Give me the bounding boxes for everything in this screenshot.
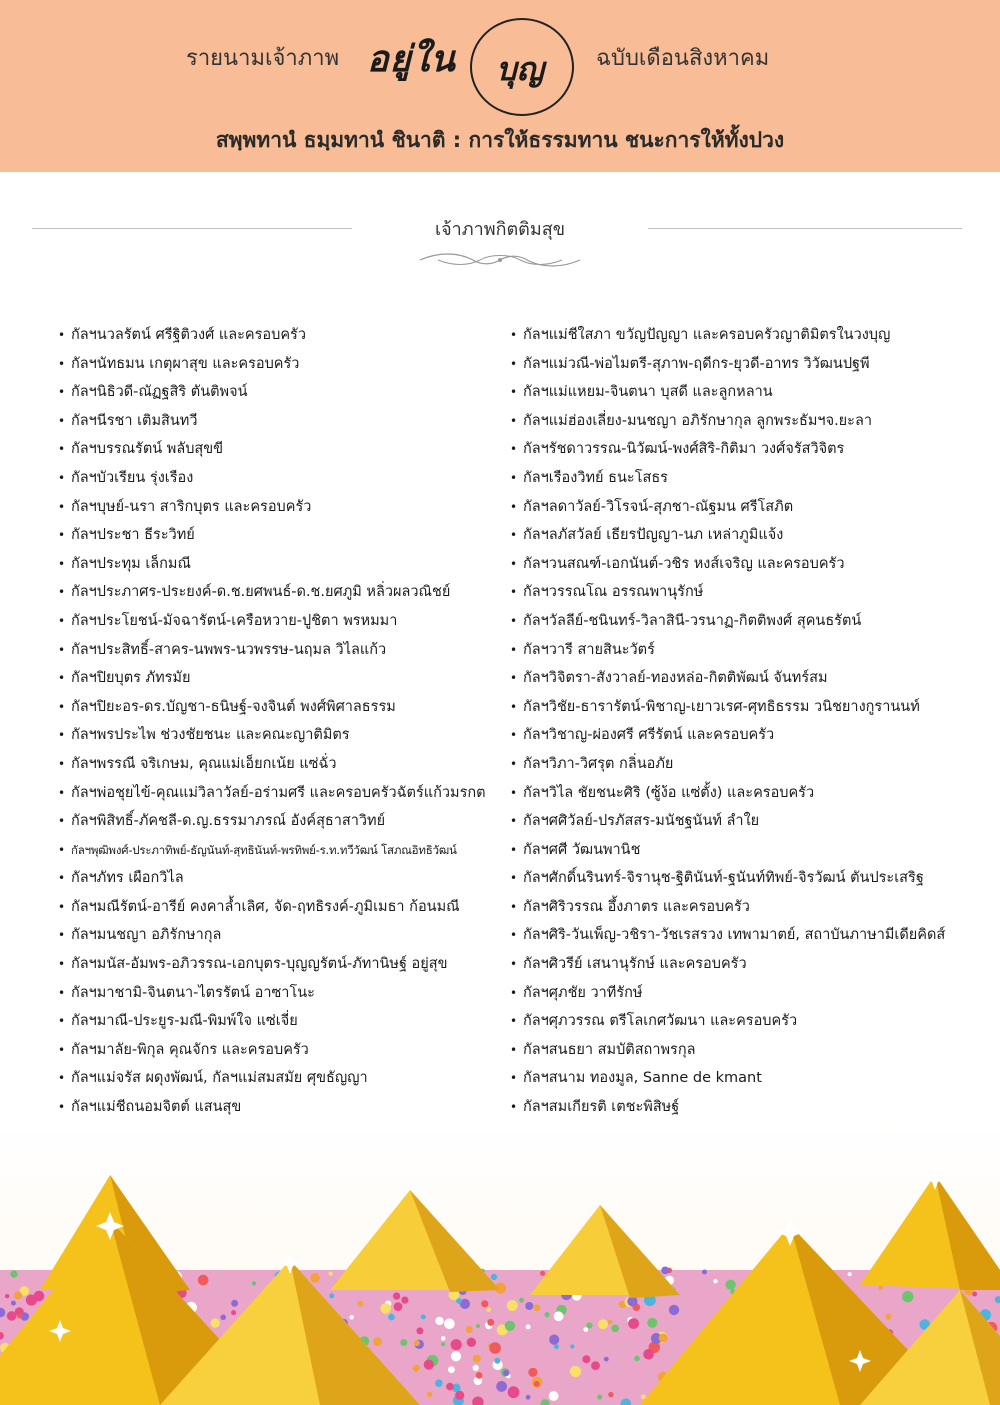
donor-list-item [58,350,506,379]
flower-dot [643,1349,654,1360]
bullet-icon: • [510,756,518,771]
bullet-icon: • [510,1071,518,1086]
flower-dot [554,1344,559,1349]
flower-dot [220,1315,226,1321]
flower-dot [10,1270,17,1277]
flower-dot [487,1319,494,1326]
donor-list-item [58,1064,506,1093]
donor-name: กัลฯศศิวัลย์-ปรภัสสร-มนัชฐนันท์ ลำใย [523,813,760,830]
bullet-icon: • [58,957,66,972]
bullet-icon: • [58,613,66,628]
flower-dot [373,1337,382,1346]
donor-name: กัลฯแม่ชีใสภา ขวัญปัญญา และครอบครัวญาติมิตรในวงบุญ [523,327,891,343]
flower-dot [608,1320,613,1325]
donor-name: กัลฯปิยบุตร ภัทรมัย [71,670,191,687]
donor-list-item [510,721,972,750]
flower-dot [528,1368,537,1377]
flower-dot [481,1300,488,1307]
donor-list-item [510,407,972,436]
donor-list-item [510,578,972,607]
donor-list-item [58,407,506,436]
donor-list-item [58,378,506,407]
flower-dot [455,1391,464,1400]
bullet-icon: • [58,442,66,457]
bullet-icon: • [58,1014,66,1029]
flower-dot [726,1280,736,1290]
bullet-icon: • [510,528,518,543]
flower-dot [400,1339,407,1346]
donor-list-item [510,1007,972,1036]
bullet-icon: • [510,642,518,657]
flower-dot [526,1395,531,1400]
bullet-icon: • [58,1042,66,1057]
donor-list-item [510,1064,972,1093]
donor-name: กัลฯบุษย์-นรา สาริกบุตร และครอบครัว [71,498,312,515]
donor-name: กัลฯมนชญา อภิรักษากุล [71,927,222,944]
donor-list-item [58,321,506,350]
bullet-icon: • [510,1014,518,1029]
donor-list-item [58,1007,506,1036]
flower-dot [394,1302,403,1311]
donor-name: กัลฯประสิทธิ์-สาคร-นพพร-นวพรรษ-นฤมล วิไลแก้ว [71,641,387,658]
donor-list-item [58,979,506,1008]
donor-list-item [510,693,972,722]
donor-name: กัลฯวนสณฑ์-เอกนันต์-วชิร หงส์เจริญ และครอบครัว [523,555,845,572]
donor-name: กัลฯประโยชน์-มัจฉารัตน์-เครือหวาย-ปูชิตา พรหมมา [71,612,398,629]
donor-name: กัลฯปิยะอร-ดร.บัญชา-ธนิษฐ์-จงจินต์ พงศ์พิศาลธรรม [71,698,396,715]
flower-dot [380,1303,391,1314]
bullet-icon: • [58,785,66,800]
bullet-icon: • [510,814,518,829]
donor-list-item [510,864,972,893]
donor-name: กัลฯศักดิ์นรินทร์-จิรานุช-ฐิตินันท์-ฐนันท์ทิพย์-จิรวัฒน์ ตันประเสริฐ [523,870,924,887]
donor-name: กัลฯพ่อชุยไข้-คุณแม่วิลาวัลย์-อร่ามศรี และครอบครัวฉัตร์แก้วมรกต [71,784,486,801]
donor-list-item [58,550,506,579]
flower-dot [554,1311,564,1321]
flower-dot [476,1324,480,1328]
flower-dot [17,1313,22,1318]
flower-dot [448,1366,455,1373]
donor-name: กัลฯสนธยา สมบัติสถาพรกุล [523,1041,696,1058]
donor-list-item [510,836,972,865]
bullet-icon: • [58,899,66,914]
donor-name: กัลฯแม่จรัส ผดุงพัฒน์, กัลฯแม่สมสมัย ศุขธัญญา [71,1070,368,1087]
flower-dot [494,1358,500,1364]
bullet-icon: • [510,985,518,1000]
ornament-flourish [418,250,582,270]
flower-dot [441,1342,445,1346]
donor-list-item [58,521,506,550]
flower-dot [608,1392,613,1397]
donor-list-item [510,979,972,1008]
flower-dot [583,1327,588,1332]
flower-dot [424,1360,434,1370]
donor-name: กัลฯมาชามิ-จินตนา-ไตรรัตน์ อาซาโนะ [71,984,315,1001]
bullet-icon: • [510,1100,518,1115]
bullet-icon: • [58,385,66,400]
flower-dot [416,1327,423,1334]
bullet-icon: • [510,442,518,457]
bullet-icon: • [58,1071,66,1086]
bullet-icon: • [510,556,518,571]
donor-list-item [58,664,506,693]
bullet-icon: • [510,585,518,600]
donor-name: กัลฯประทุม เล็กมณี [71,555,191,572]
flower-dot [486,1307,491,1312]
bullet-icon: • [58,642,66,657]
donor-list-item [510,521,972,550]
bullet-icon: • [510,842,518,857]
flower-dot [435,1379,443,1387]
bullet-icon: • [510,699,518,714]
bullet-icon: • [58,756,66,771]
flower-dot [211,1318,220,1327]
donor-list-item [510,950,972,979]
bullet-icon: • [510,785,518,800]
donor-list-item [58,950,506,979]
donor-list-item [510,464,972,493]
flower-dot [252,1281,256,1285]
bullet-icon: • [510,328,518,342]
logo-text-left: อยู่ใน [367,39,456,80]
donor-list-item [58,607,506,636]
donor-list-item [510,435,972,464]
donor-name: กัลฯศุภชัย วาทีรักษ์ [523,984,643,1001]
bullet-icon: • [510,499,518,514]
flower-dot [634,1356,640,1362]
bullet-icon: • [510,613,518,628]
donor-list-item [510,493,972,522]
flower-dot [549,1335,559,1345]
flower-dot [451,1351,461,1361]
flower-dot [902,1291,913,1302]
bullet-icon: • [510,385,518,400]
donor-name: กัลฯบรรณรัตน์ พลับสุขขี [71,441,224,458]
donor-name: กัลฯแม่ฮ่องเลี่ยง-มนชญา อภิรักษากุล ลูกพระธัมฯจ.ยะลา [523,412,872,429]
flower-dot [414,1340,420,1346]
donor-name: กัลฯวิชาญ-ผ่องศรี ศรีรัตน์ และครอบครัว [523,727,775,744]
flower-dot [570,1366,581,1377]
flower-dot [427,1392,432,1397]
donor-name: กัลฯนิธิวดี-ณัฏฐสิริ ตันติพจน์ [71,384,248,401]
flower-dot [451,1339,462,1350]
donor-name: กัลฯรัชดาวรรณ-นิวัฒน์-พงศ์สิริ-กิติมา วงศ์จรัสวิจิตร [523,441,845,458]
flower-dot [435,1317,443,1325]
flower-dot [491,1274,497,1280]
flower-dot [231,1310,236,1315]
donor-name: กัลฯศิริวรรณ อึ้งภาตร และครอบครัว [523,898,750,915]
flower-dot [14,1292,22,1300]
donor-name: กัลฯพรรณี จริเกษม, คุณแม่เอ็ยกเน้ย แซ่ฉั่ว [71,755,337,772]
donor-list-item [510,1093,972,1122]
flower-dot [446,1383,454,1391]
bullet-icon: • [58,556,66,571]
flower-dot [328,1272,332,1276]
flower-dot [503,1370,509,1376]
donor-name: กัลฯนัทธมน เกตุผาสุข และครอบครัว [71,355,300,372]
bullet-icon: • [58,328,66,342]
flower-dot [611,1325,619,1333]
donor-list-item [58,493,506,522]
bullet-icon: • [510,413,518,428]
donor-name: กัลฯภัทร เผือกวิไล [71,870,184,887]
donor-name: กัลฯนีรชา เติมสินทวี [71,412,198,429]
flower-dot [393,1292,400,1299]
flower-dot [412,1365,419,1372]
donor-name: กัลฯวิจิตรา-สังวาลย์-ทองหล่อ-กิตติพัฒน์ จันทร์สม [523,670,828,687]
donor-name: กัลฯพิสิทธิ์-ภัคชลี-ด.ญ.ธรรมาภรณ์ อังค์สุธาสาวิทย์ [71,813,386,830]
flower-dot [357,1301,363,1307]
flower-dot [421,1314,426,1319]
donor-name: กัลฯศิวรีย์ เสนานุรักษ์ และครอบครัว [523,956,747,973]
flower-dot [641,1394,646,1399]
donor-name: กัลฯแม่ชีถนอมจิตต์ แสนสุข [71,1099,242,1116]
flower-dot [519,1298,524,1303]
pyramid-scene [0,1120,1000,1405]
flower-dot [496,1381,507,1392]
donor-name: กัลฯศุภวรรณ ตรีโลเกศวัฒนา และครอบครัว [523,1013,798,1030]
donor-list-item [510,750,972,779]
flower-dot [489,1342,501,1354]
flower-dot [444,1319,455,1330]
donor-name: กัลฯมนัส-อัมพร-อภิวรรณ-เอกบุตร-บุญญรัตน์-ภัทานิษฐ์ อยู่สุข [71,956,448,973]
flower-dot [669,1305,679,1315]
flower-dot [570,1344,574,1348]
donor-list-item [58,464,506,493]
right-name-list [510,321,972,1122]
donor-name: กัลฯแม่วณี-พ่อไมตรี-สุภาพ-ฤดีกร-ยุวดี-อาทร วิวัฒนปฐพี [523,355,870,372]
bullet-icon: • [58,671,66,686]
donor-list-item [510,921,972,950]
donor-list-item [58,807,506,836]
donor-list-item [510,550,972,579]
bullet-icon: • [510,957,518,972]
flower-dot [604,1357,609,1362]
donor-list-item [510,1036,972,1065]
header-banner [0,0,1000,172]
bullet-icon: • [58,585,66,600]
flower-dot [591,1361,600,1370]
donor-name: กัลฯวิชัย-ธารารัตน์-พิชาญ-เยาวเรศ-ศุทธิธรรม วนิชยางกูรานนท์ [523,698,920,715]
flower-dot [441,1336,446,1341]
flower-dot [310,1273,320,1283]
bullet-icon: • [58,470,66,485]
header-left-text: รายนามเจ้าภาพ [186,46,340,71]
donor-name: กัลฯศศี วัฒนพานิช [523,841,641,858]
flower-dot [508,1386,520,1398]
donor-name: กัลฯมาลัย-พิกุล คุณจักร และครอบครัว [71,1041,309,1058]
flower-dot [549,1391,559,1401]
flower-dot [972,1292,977,1297]
bullet-icon: • [58,814,66,829]
bullet-icon: • [510,356,518,371]
flower-dot [540,1271,545,1276]
donor-name: กัลฯวารี สายสินะวัตร์ [523,641,655,658]
flower-dot [534,1381,540,1387]
bullet-icon: • [58,1100,66,1115]
donor-name: กัลฯลดาวัลย์-วิโรจน์-สุภชา-ณัฐมน ศรีโสภิต [523,498,794,515]
flower-dot [7,1311,17,1321]
donor-list-item [510,893,972,922]
flower-dot [597,1395,602,1400]
flower-dot [11,1301,16,1306]
flower-dot [473,1355,481,1363]
donor-list-item [58,1093,506,1122]
flower-dot [848,1272,852,1276]
donor-list-item [58,636,506,665]
flower-dot [647,1318,657,1328]
flower-dot [702,1270,707,1275]
donor-list-item [58,721,506,750]
donor-name: กัลฯสนาม ทองมูล, Sanne de kmant [523,1070,762,1087]
flower-dot [526,1324,531,1329]
flower-dot [545,1312,550,1317]
donor-list-item [510,636,972,665]
flower-dot [231,1300,238,1307]
header-right-text: ฉบับเดือนสิงหาคม [596,46,770,71]
bullet-icon: • [58,499,66,514]
logo-text-right: บุญ [496,50,544,88]
flower-dot [467,1338,476,1347]
flower-dot [5,1294,9,1298]
flower-dot [659,1333,668,1342]
donor-name: กัลฯเรืองวิทย์ ธนะโสธร [523,469,668,486]
donor-name: กัลฯแม่แหยม-จินตนา บุสดี และลูกหลาน [523,384,773,401]
donor-list-item [510,378,972,407]
flower-dot [34,1291,45,1302]
donor-list-item [510,321,972,350]
bullet-icon: • [510,899,518,914]
bullet-icon: • [58,356,66,371]
donor-name: กัลฯวัลลีย์-ชนินทร์-วิลาสินี-วรนาฏ-กิตติพงศ์ สุคนธรัตน์ [523,612,862,629]
flower-dot [598,1319,608,1329]
section-title: เจ้าภาพกิตติมสุข [434,219,566,240]
donor-list-item [510,807,972,836]
flower-dot [388,1314,395,1321]
donor-name: กัลฯประชา ธีระวิทย์ [71,527,195,544]
flower-dot [661,1267,669,1275]
flower-dot [586,1322,592,1328]
bullet-icon: • [58,871,66,886]
donor-name: กัลฯวิไล ชัยชนะศิริ (ซู้ง้อ แซ่ตั้ง) และครอบครัว [523,784,815,801]
donor-list-item [58,578,506,607]
donor-name: กัลฯพรประไพ ช่วงชัยชนะ และคณะญาติมิตร [71,727,350,744]
flower-dot [507,1300,518,1311]
donor-list-item [510,350,972,379]
donor-name: กัลฯสมเกียรติ เตชะพิสิษฐ์ [523,1099,680,1116]
flower-dot [473,1365,479,1371]
donor-name: กัลฯประภาศร-ประยงค์-ด.ช.ยศพนธ์-ด.ช.ยศภูมิ หลิ่วผลวณิชย์ [71,584,451,601]
flower-dot [349,1315,354,1320]
donor-list-item [58,435,506,464]
donor-list-item [58,693,506,722]
left-name-list [58,321,506,1122]
donor-list-item [58,779,506,808]
donor-name: กัลฯวรรณโณ อรรณพานุรักษ์ [523,584,704,601]
donor-name: กัลฯลภัสวัลย์ เธียรปัญญา-นภ เหล่าภูมิแจ้ง [523,527,784,544]
bullet-icon: • [58,928,66,943]
bullet-icon: • [510,871,518,886]
bullet-icon: • [510,1042,518,1057]
bullet-icon: • [58,842,65,857]
flower-dot [466,1326,473,1333]
donor-list-item [510,779,972,808]
flower-dot [329,1293,334,1298]
donor-list-item [58,893,506,922]
flower-dot [525,1302,533,1310]
bullet-icon: • [510,728,518,743]
donor-name: กัลฯมาณี-ประยูร-มณี-พิมพ์ใจ แซ่เจี่ย [71,1013,298,1030]
donor-name: กัลฯศิริ-วันเพ็ญ-วชิรา-วัชเรสรวง เทพามาตย์, สถาบันภาษามีเดียคิดส์ [523,927,946,944]
donor-list-item [510,607,972,636]
flower-dot [533,1304,540,1311]
flower-dot [476,1372,483,1379]
donor-list-item [58,864,506,893]
flower-dot [198,1275,209,1286]
flower-dot [505,1321,515,1331]
donor-name: กัลฯวิภา-วิศรุต กลิ่นอภัย [523,755,674,772]
donor-list-item [58,836,506,865]
bullet-icon: • [510,671,518,686]
flower-dot [885,1314,891,1320]
donor-name: กัลฯมณีรัตน์-อารีย์ คงคาล้ำเลิศ, จัด-ฤทธิรงค์-ภูมิเมธา ก้อนมณี [71,898,460,915]
donor-name: กัลฯนวลรัตน์ ศรีฐิติวงศ์ และครอบครัว [71,327,306,343]
donor-list-item [58,1036,506,1065]
bullet-icon: • [58,699,66,714]
flower-dot [401,1297,408,1304]
bullet-icon: • [58,728,66,743]
flower-dot [628,1318,639,1329]
flower-dot [713,1279,717,1283]
donor-list-item [58,921,506,950]
bullet-icon: • [58,528,66,543]
donor-list-item [58,750,506,779]
bullet-icon: • [510,928,518,943]
header-subtitle: สพฺพทานํ ธมฺมทานํ ชินาติ : การให้ธรรมทาน ชนะการให้ทั้งปวง [215,128,785,152]
donor-list-item [510,664,972,693]
donor-name: กัลฯบัวเรียน รุ่งเรือง [71,469,194,486]
bullet-icon: • [58,985,66,1000]
bullet-icon: • [58,413,66,428]
flower-dot [582,1355,590,1363]
bullet-icon: • [510,470,518,485]
donor-name: กัลฯพุฒิพงศ์-ประภาทิพย์-ธัญนันท์-สุทธินันท์-พรทิพย์-ร.ท.ทวีวัฒน์ โสภณอิทธิวัฒน์ [71,842,457,857]
